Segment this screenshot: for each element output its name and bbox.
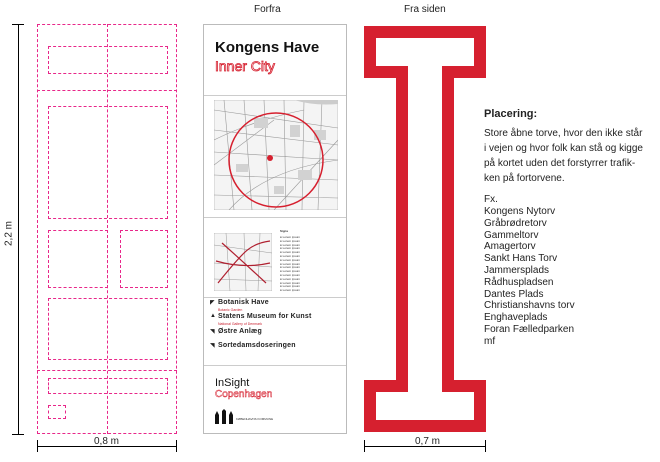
- description-line: Store åbne torve, hvor den ikke står: [484, 128, 643, 139]
- wireframe-title-box: [48, 46, 168, 74]
- front-width-label: 0,8 m: [94, 436, 120, 447]
- example-item: Dantes Plads: [484, 288, 544, 300]
- destination-subtitle: Botanic Garden: [218, 308, 243, 312]
- wireframe-small-map-box: [48, 230, 108, 288]
- front-width-tick: [176, 440, 177, 452]
- example-item: Enghaveplads: [484, 312, 548, 324]
- height-dimension-tick: [12, 434, 24, 435]
- side-view-label: Fra siden: [404, 4, 446, 15]
- side-width-label: 0,7 m: [415, 436, 441, 447]
- arrow-icon: ◤: [210, 300, 215, 306]
- legend-item: ● Lorem ipsum: [280, 254, 300, 258]
- example-item: Sankt Hans Torv: [484, 253, 558, 265]
- sign-subtitle: Inner City: [215, 58, 275, 74]
- legend-item: ● Lorem ipsum: [280, 284, 300, 289]
- example-item: Gråbrødretorv: [484, 217, 547, 229]
- height-dimension-line: [18, 24, 19, 435]
- example-item: Amagertorv: [484, 241, 536, 253]
- side-width-tick: [364, 440, 365, 452]
- legend-title: Signs: [280, 229, 289, 233]
- legend-item: ● Lorem ipsum: [280, 269, 300, 274]
- legend-item: ● Lorem ipsum: [280, 242, 300, 247]
- side-width-tick: [485, 440, 486, 452]
- municipality-text: KØBENHAVNS KOMMUNE: [236, 417, 274, 421]
- brand-line1: InSight: [215, 377, 250, 389]
- example-item: Christianshavns torv: [484, 300, 575, 312]
- divider: [204, 297, 346, 298]
- example-item: Rådhuspladsen: [484, 276, 554, 288]
- legend-item: ● Lorem ipsum: [280, 257, 300, 262]
- destination-name: Østre Anlæg: [218, 328, 262, 335]
- wireframe-logo-box: [48, 405, 66, 419]
- legend-item: ● Lorem ipsum: [280, 276, 300, 281]
- wireframe-brand-box: [48, 378, 168, 394]
- wireframe-map-box: [48, 106, 168, 219]
- arrow-icon: ◥: [210, 329, 215, 335]
- destination-name: Sortedamsdoseringen: [218, 342, 296, 349]
- legend-item: ● Lorem ipsum: [280, 250, 300, 255]
- legend-item: ● Lorem ipsum: [280, 265, 300, 270]
- legend-item: ● Lorem ipsum: [280, 238, 300, 243]
- placement-heading: Placering:: [484, 108, 538, 120]
- example-item: mf: [484, 335, 496, 347]
- side-view-profile: [360, 22, 490, 436]
- arrow-icon: ◥: [210, 343, 215, 349]
- description-line: i vejen og hvor folk kan stå og kigge: [484, 143, 643, 154]
- height-label: 2,2 m: [3, 221, 15, 247]
- divider: [204, 217, 346, 218]
- front-view-label: Forfra: [254, 4, 281, 15]
- legend-item: ● Lorem ipsum: [280, 273, 300, 277]
- description-line: på kortet uden det forstyrrer trafik-: [484, 158, 636, 169]
- wireframe-destinations-box: [48, 298, 168, 360]
- sign-title: Kongens Have: [215, 39, 320, 56]
- legend-item: ● Lorem ipsum: [280, 235, 300, 239]
- example-item: Jammersplads: [484, 265, 550, 276]
- copenhagen-logo-icon: [214, 409, 234, 425]
- brand-line2: Copenhagen: [215, 389, 273, 400]
- height-dimension-tick: [12, 24, 24, 25]
- arrow-icon: ▲: [210, 313, 216, 319]
- description-line: ken på fortorvene.: [484, 173, 565, 184]
- example-item: Kongens Nytorv: [484, 206, 556, 217]
- wireframe-divider: [37, 370, 177, 371]
- legend-item: ● Lorem ipsum: [280, 246, 300, 251]
- wireframe-divider: [37, 90, 177, 91]
- divider: [204, 365, 346, 366]
- destination-name: Statens Museum for Kunst: [218, 313, 312, 320]
- example-item: Gammeltorv: [484, 229, 539, 241]
- destination-subtitle: National Gallery of Denmark: [218, 322, 262, 326]
- front-width-tick: [37, 440, 38, 452]
- example-label: Fx.: [484, 194, 498, 205]
- legend-item: ● Lorem ipsum: [280, 288, 300, 293]
- sign-front-panel: [203, 24, 347, 434]
- wireframe-legend-box: [120, 230, 168, 288]
- wireframe-center-line: [107, 24, 108, 434]
- divider: [204, 95, 346, 96]
- destination-name: Botanisk Have: [218, 299, 269, 306]
- example-item: Foran Fælledparken: [484, 324, 575, 335]
- legend-item: ● Lorem ipsum: [280, 261, 300, 266]
- legend-item: ● Lorem ipsum: [280, 280, 300, 285]
- main-map: [214, 100, 338, 210]
- overview-map: [214, 233, 272, 291]
